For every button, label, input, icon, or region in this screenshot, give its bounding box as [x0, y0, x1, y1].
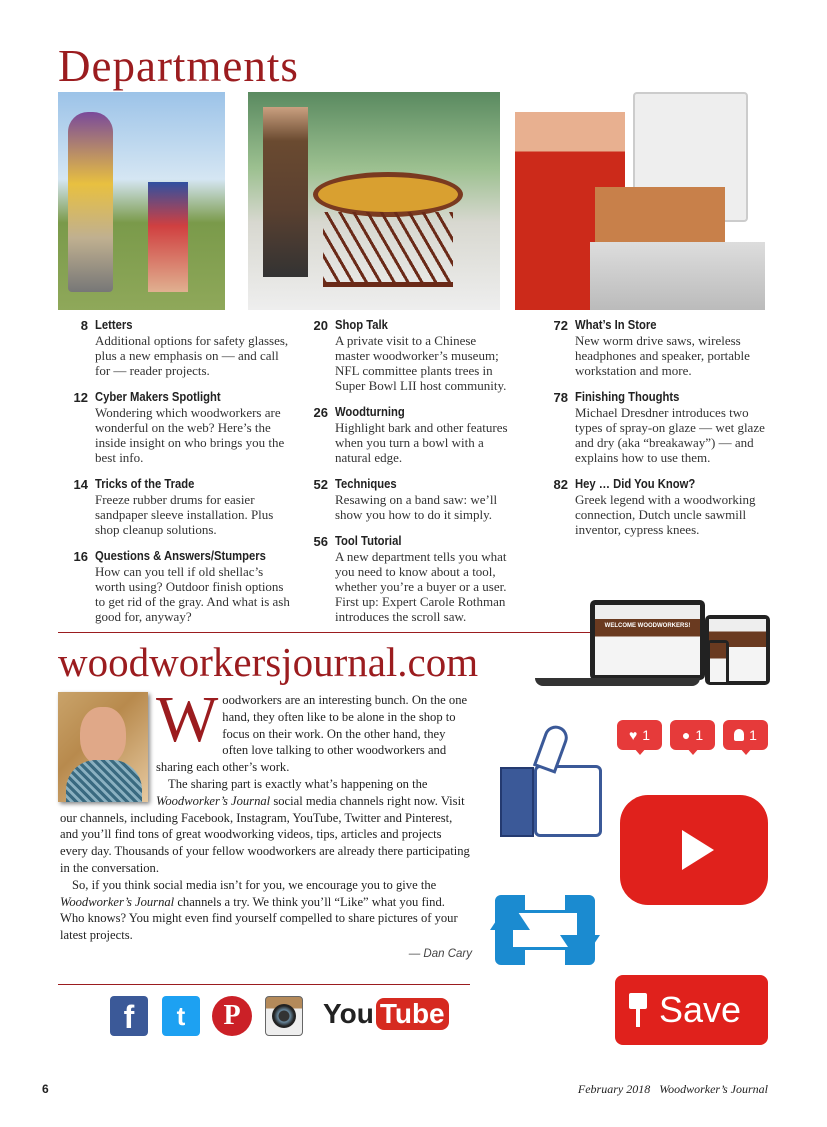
divider	[58, 984, 470, 985]
pinterest-icon[interactable]: P	[212, 996, 252, 1036]
paragraph: channels a try. We think you’ll “Like” what you find. Who knows? You might even find yourself compelled to share pictures of your latest projects.	[60, 894, 458, 943]
entry-description: Freeze rubber drums for easier sandpaper sleeve installation. Plus shop cleanup solutions.	[95, 492, 274, 537]
entry-title: Letters	[95, 318, 133, 332]
toc-entry[interactable]	[66, 318, 294, 378]
devices-graphic	[535, 600, 770, 692]
youtube-tube: Tube	[376, 998, 449, 1030]
entry-title: Shop Talk	[335, 318, 388, 332]
page-number: 78	[553, 390, 568, 405]
author-photo	[58, 692, 148, 802]
toc-entry[interactable]	[66, 390, 294, 465]
issue-info	[578, 1082, 768, 1097]
page-number: 14	[73, 477, 88, 492]
heart-icon: ♥	[628, 727, 638, 743]
instagram-icon[interactable]	[265, 996, 303, 1036]
pushpin-icon	[629, 993, 647, 1027]
page-number: 20	[313, 318, 328, 333]
laptop-screen-text: WELCOME WOODWORKERS!	[595, 605, 700, 675]
facebook-icon[interactable]: f	[110, 996, 148, 1036]
entry-description: Additional options for safety glasses, plus a new emphasis on — and call for — reader projects.	[95, 333, 289, 378]
paragraph: oodworkers are an interesting bunch. On the one hand, they often like to be alone in the shop to focus on their work. On the other hand, they often love talking to other woodworkers and sharing each other’s work.	[156, 693, 468, 775]
entry-title: Techniques	[335, 477, 397, 491]
page-number: 82	[553, 477, 568, 492]
comment-count: 1	[695, 727, 704, 743]
entry-description: A new department tells you what you need to know about a tool, whether you’re a buyer or a user. First up: Expert Carole Rothman introduces the scroll saw.	[335, 549, 507, 624]
issue-date: February 2018	[577, 1082, 651, 1096]
follower-count: 1	[749, 727, 757, 743]
entry-description: Greek legend with a woodworking connection, Dutch uncle sawmill inventor, cypress knees.	[575, 492, 756, 537]
page-number: 16	[73, 549, 88, 564]
entry-description: How can you tell if old shellac’s worth using? Outdoor finish options to get rid of the gray. And what is ash good for, anyway?	[95, 564, 290, 624]
page-number: 26	[313, 405, 328, 420]
page-title: Departments	[58, 41, 299, 91]
toc-entry[interactable]	[546, 390, 774, 465]
entry-title: Questions & Answers/Stumpers	[95, 549, 266, 563]
entry-description: Highlight bark and other features when you turn a bowl with a natural edge.	[335, 420, 508, 465]
page-number: 52	[313, 477, 328, 492]
toc-entry[interactable]	[306, 534, 511, 624]
paragraph: So, if you think social media isn’t for you, we encourage you to give the	[72, 877, 437, 892]
youtube-play-icon	[620, 795, 768, 905]
magazine-title: Woodworker’s Journal	[659, 1082, 768, 1096]
entry-description: Resawing on a band saw: we’ll show you how to do it simply.	[335, 492, 498, 522]
toc-column-1	[66, 318, 294, 636]
photo-band-saw	[515, 92, 768, 310]
toc-entry[interactable]	[546, 477, 774, 537]
entry-title: Cyber Makers Spotlight	[95, 390, 221, 404]
entry-description: A private visit to a Chinese master woodworker’s museum; NFL committee plants trees in Super Bowl LII host community.	[335, 333, 507, 393]
paragraph: social media channels right now. Visit our channels, including Facebook, Instagram, YouTube, Twitter and Pinterest, and you’ll find tons of great woodworking videos, tips, articles and projects every day. Thousands of your fellow woodworkers are already there participating in the conversation.	[60, 793, 470, 875]
toc-column-2	[306, 318, 511, 636]
page-number: 72	[553, 318, 568, 333]
page-number: 6	[42, 1082, 49, 1096]
page-number: 56	[313, 534, 328, 549]
pinterest-save-button[interactable]	[615, 975, 768, 1045]
drop-cap: W	[156, 683, 219, 756]
like-notification	[617, 720, 662, 750]
like-count: 1	[642, 727, 651, 743]
toc-entry[interactable]	[306, 477, 511, 522]
magazine-name: Woodworker’s Journal	[156, 793, 271, 808]
entry-description: New worm drive saws, wireless headphones and speaker, portable workstation and more.	[575, 333, 750, 378]
toc-column-3	[546, 318, 774, 549]
entry-description: Michael Dresdner introduces two types of spray-on glaze — wet glaze and dry (aka “breakaway”) — and explains how to use them.	[575, 405, 765, 465]
comment-icon: ●	[681, 727, 691, 743]
thumbs-up-icon	[500, 725, 605, 840]
page-number: 12	[73, 390, 88, 405]
author-signature: — Dan Cary	[408, 947, 472, 960]
entry-description: Wondering which woodworkers are wonderful on the web? Here’s the inside insight on who brings you the best info.	[95, 405, 285, 465]
entry-title: Finishing Thoughts	[575, 390, 680, 404]
page-number: 8	[80, 318, 88, 333]
photo-chinese-table	[248, 92, 500, 310]
youtube-logo[interactable]	[323, 998, 449, 1030]
entry-title: Tricks of the Trade	[95, 477, 195, 491]
website-url[interactable]: woodworkersjournal.com	[58, 639, 479, 685]
toc-entry[interactable]	[306, 405, 511, 465]
twitter-icon[interactable]: t	[162, 996, 200, 1036]
toc-entry[interactable]	[66, 477, 294, 537]
entry-title: Hey … Did You Know?	[575, 477, 696, 491]
photo-viking-planting-trees	[58, 92, 225, 310]
entry-title: Woodturning	[335, 405, 405, 419]
retweet-icon	[485, 880, 605, 980]
toc-entry[interactable]	[546, 318, 774, 378]
entry-title: Tool Tutorial	[335, 534, 402, 548]
user-icon	[734, 729, 744, 741]
toc-entry[interactable]	[66, 549, 294, 624]
magazine-name: Woodworker’s Journal	[60, 894, 175, 909]
comment-notification	[670, 720, 715, 750]
save-label: Save	[659, 989, 742, 1030]
follower-notification	[723, 720, 768, 750]
youtube-you: You	[323, 998, 374, 1029]
entry-title: What’s In Store	[575, 318, 657, 332]
toc-entry[interactable]	[306, 318, 511, 393]
editorial-article	[60, 683, 472, 962]
paragraph: The sharing part is exactly what’s happening on the	[168, 776, 428, 791]
